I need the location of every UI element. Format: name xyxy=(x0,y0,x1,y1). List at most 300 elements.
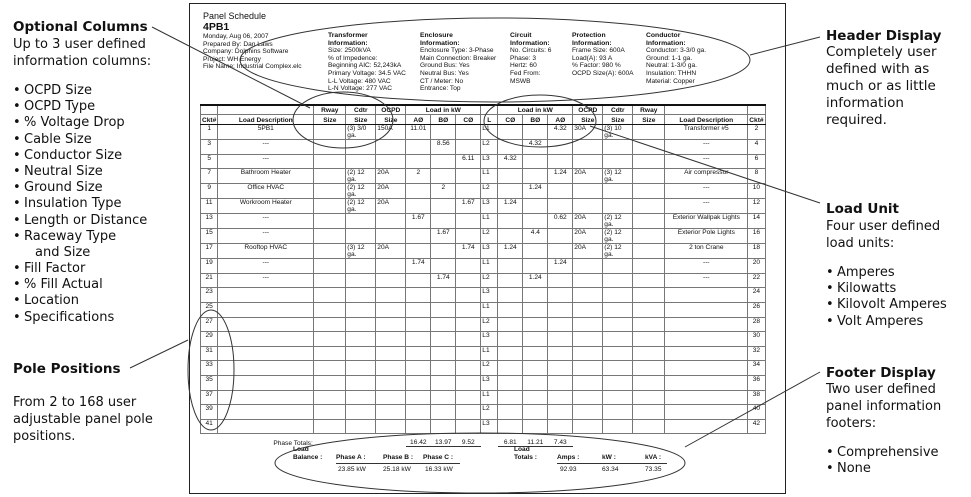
table-cell xyxy=(314,375,346,390)
table-cell xyxy=(498,125,523,140)
transformer-line: Beginning AIC: 52,243kA xyxy=(328,62,402,70)
circuit-number: 23 xyxy=(201,288,218,303)
table-cell xyxy=(633,419,665,434)
load-totals-label-line: Load xyxy=(514,446,530,453)
table-cell xyxy=(314,244,346,259)
table-cell: --- xyxy=(218,259,314,274)
table-cell xyxy=(633,288,665,303)
panel-name: 4PB1 xyxy=(203,21,230,33)
table-cell xyxy=(498,405,523,420)
table-cell xyxy=(456,288,481,303)
table-cell xyxy=(456,259,481,274)
table-cell: L1 xyxy=(481,259,498,274)
table-cell xyxy=(456,361,481,376)
column-header: Size xyxy=(603,115,633,125)
phase-c-value: 16.33 kW xyxy=(425,466,453,473)
table-cell: 20A xyxy=(376,199,406,214)
column-header: CØ xyxy=(498,115,523,125)
table-cell xyxy=(431,419,456,434)
table-cell xyxy=(633,169,665,184)
column-header: Size xyxy=(633,115,665,125)
transformer-line: Primary Voltage: 34.5 VAC xyxy=(328,69,406,77)
table-cell xyxy=(314,169,346,184)
table-cell xyxy=(376,361,406,376)
load-unit-item: • Amperes xyxy=(826,265,947,281)
phase-b-label: Phase B : xyxy=(383,454,414,461)
table-cell xyxy=(346,302,376,317)
transformer-line: % of Impedence: xyxy=(328,54,378,62)
table-cell xyxy=(548,346,573,361)
table-cell xyxy=(406,346,431,361)
table-cell xyxy=(603,405,633,420)
table-cell xyxy=(665,332,748,347)
header-spacer: OCPD xyxy=(376,105,406,115)
table-cell xyxy=(603,332,633,347)
table-cell xyxy=(523,169,548,184)
table-cell xyxy=(431,125,456,140)
table-cell xyxy=(665,405,748,420)
table-cell xyxy=(633,140,665,155)
table-cell: 20A xyxy=(376,169,406,184)
circuit-number: 5 xyxy=(201,154,218,169)
circuit-number: 25 xyxy=(201,302,218,317)
optional-columns-item: • % Voltage Drop xyxy=(13,115,147,131)
table-cell: 8.56 xyxy=(431,140,456,155)
circuit-line: Hertz: 60 xyxy=(510,62,537,70)
phase-total: 6.81 xyxy=(498,434,523,447)
protection-line: OCPD Size(A): 600A xyxy=(572,69,634,77)
table-cell: Exterior Pole Lights xyxy=(665,229,748,244)
column-header: Load Description xyxy=(218,115,314,125)
table-cell: 1.74 xyxy=(456,244,481,259)
table-cell xyxy=(603,199,633,214)
table-cell xyxy=(376,375,406,390)
circuit-number: 31 xyxy=(201,346,218,361)
column-header: Size xyxy=(376,115,406,125)
table-cell xyxy=(573,375,603,390)
table-cell xyxy=(218,332,314,347)
info-prepared-by: Prepared By: Dan Laws xyxy=(203,40,273,48)
table-cell xyxy=(633,332,665,347)
table-cell: 20A xyxy=(573,169,603,184)
circuit-title: Circuit xyxy=(510,32,532,39)
circuit-number: 15 xyxy=(201,229,218,244)
table-cell xyxy=(498,332,523,347)
conductor-line: Ground: 1-1 ga. xyxy=(646,54,693,62)
circuit-number: 40 xyxy=(748,405,765,420)
table-cell: (3) 12 ga. xyxy=(603,169,633,184)
table-cell xyxy=(376,273,406,288)
table-cell xyxy=(603,419,633,434)
circuit-number: 3 xyxy=(201,140,218,155)
kva-label: kVA : xyxy=(645,454,662,461)
table-cell xyxy=(633,214,665,229)
table-cell xyxy=(346,214,376,229)
table-cell xyxy=(218,288,314,303)
table-cell xyxy=(573,259,603,274)
load-in-kw-header: Load in kW xyxy=(406,105,481,115)
optional-columns-item: • Cable Size xyxy=(13,132,147,148)
table-row xyxy=(201,302,766,317)
table-cell: 1.67 xyxy=(406,214,431,229)
table-cell xyxy=(218,419,314,434)
table-cell: 2 ton Crane xyxy=(665,244,748,259)
table-cell xyxy=(406,154,431,169)
header-spacer: Cdtr xyxy=(603,105,633,115)
table-cell xyxy=(548,317,573,332)
table-cell: (2) 12 ga. xyxy=(346,184,376,199)
load-unit-item: • Kilowatts xyxy=(826,281,947,297)
table-cell: L2 xyxy=(481,273,498,288)
table-cell xyxy=(633,184,665,199)
table-cell xyxy=(498,259,523,274)
totals-spacer xyxy=(201,434,218,447)
table-cell xyxy=(431,199,456,214)
table-cell xyxy=(218,405,314,420)
table-cell xyxy=(523,214,548,229)
table-cell xyxy=(456,273,481,288)
header-display-desc-line: information xyxy=(826,95,904,111)
table-cell xyxy=(314,405,346,420)
load-balance-label-line: Balance : xyxy=(293,454,323,461)
table-cell: L1 xyxy=(481,125,498,140)
table-cell: 11.01 xyxy=(406,125,431,140)
footer-display-list xyxy=(826,445,939,477)
column-header: L xyxy=(481,115,498,125)
table-row xyxy=(201,332,766,347)
table-cell xyxy=(548,302,573,317)
column-header: Size xyxy=(346,115,376,125)
table-cell xyxy=(314,317,346,332)
footer-underline xyxy=(557,463,667,464)
enclosure-line: Entrance: Top xyxy=(420,85,461,93)
circuit-number: 28 xyxy=(748,317,765,332)
table-cell: 4.32 xyxy=(498,154,523,169)
circuit-number: 21 xyxy=(201,273,218,288)
table-cell xyxy=(314,199,346,214)
table-cell xyxy=(548,154,573,169)
table-cell: --- xyxy=(218,273,314,288)
table-cell xyxy=(548,184,573,199)
kva-value: 73.35 xyxy=(645,466,662,473)
table-cell xyxy=(406,405,431,420)
table-cell xyxy=(573,419,603,434)
table-cell xyxy=(523,259,548,274)
conductor-line: Conductor: 3-3/0 ga. xyxy=(646,47,707,55)
table-row xyxy=(201,361,766,376)
phase-totals-row xyxy=(201,434,766,447)
column-header: BØ xyxy=(431,115,456,125)
table-cell xyxy=(498,302,523,317)
table-cell xyxy=(523,317,548,332)
table-cell xyxy=(573,405,603,420)
totals-spacer xyxy=(665,434,748,447)
table-cell xyxy=(523,346,548,361)
circuit-number: 9 xyxy=(201,184,218,199)
table-cell: L2 xyxy=(481,184,498,199)
header-spacer xyxy=(481,105,498,115)
table-cell xyxy=(314,273,346,288)
table-cell: --- xyxy=(665,259,748,274)
table-cell xyxy=(431,214,456,229)
table-cell: 2 xyxy=(406,169,431,184)
circuit-line: No. Circuits: 6 xyxy=(510,47,552,55)
table-cell xyxy=(314,346,346,361)
enclosure-line: Enclosure Type: 3-Phase xyxy=(420,47,494,55)
table-cell xyxy=(548,288,573,303)
table-cell xyxy=(665,361,748,376)
table-cell xyxy=(218,361,314,376)
table-cell: Workroom Heater xyxy=(218,199,314,214)
table-cell xyxy=(376,259,406,274)
table-cell xyxy=(548,199,573,214)
circuit-number: 41 xyxy=(201,419,218,434)
column-header: AØ xyxy=(406,115,431,125)
table-row xyxy=(201,140,766,155)
table-cell: --- xyxy=(218,140,314,155)
table-cell xyxy=(406,199,431,214)
transformer-title: Transformer xyxy=(328,32,368,39)
load-unit-desc-line: load units: xyxy=(826,236,895,251)
table-cell xyxy=(573,199,603,214)
load-unit-item: • Kilovolt Amperes xyxy=(826,297,947,313)
table-cell xyxy=(346,375,376,390)
load-balance-label xyxy=(293,446,322,462)
table-cell xyxy=(603,361,633,376)
circuit-number: 6 xyxy=(748,154,765,169)
table-cell xyxy=(498,390,523,405)
table-cell xyxy=(376,332,406,347)
table-cell xyxy=(523,405,548,420)
phase-total: 11.21 xyxy=(523,434,548,447)
table-cell xyxy=(498,288,523,303)
info-file-name: File Name: Industrial Complex.elc xyxy=(203,63,302,71)
protection-title: Information: xyxy=(572,39,612,47)
table-cell xyxy=(633,154,665,169)
load-unit-title: Load Unit xyxy=(826,201,900,217)
enclosure-info xyxy=(420,32,496,93)
optional-columns-item: • Neutral Size xyxy=(13,164,147,180)
table-cell xyxy=(314,390,346,405)
optional-columns-item: • Raceway Type xyxy=(13,229,147,245)
table-cell xyxy=(314,229,346,244)
table-cell: Office HVAC xyxy=(218,184,314,199)
table-cell xyxy=(406,390,431,405)
circuit-number: 7 xyxy=(201,169,218,184)
table-cell: 1.24 xyxy=(523,273,548,288)
table-cell xyxy=(346,390,376,405)
circuit-line: MSWB xyxy=(510,77,531,85)
circuit-number: 42 xyxy=(748,419,765,434)
table-cell xyxy=(633,302,665,317)
table-cell xyxy=(456,390,481,405)
table-cell: L2 xyxy=(481,405,498,420)
table-row xyxy=(201,199,766,214)
header-display-desc-line: much or as little xyxy=(826,78,936,94)
table-cell: L3 xyxy=(481,288,498,303)
table-cell: L3 xyxy=(481,244,498,259)
table-cell xyxy=(633,405,665,420)
table-cell xyxy=(603,259,633,274)
optional-columns-item: • Insulation Type xyxy=(13,196,147,212)
amps-value: 92.93 xyxy=(560,466,577,473)
table-cell xyxy=(665,346,748,361)
table-cell xyxy=(573,154,603,169)
table-cell xyxy=(523,199,548,214)
table-row xyxy=(201,259,766,274)
header-spacer: Rway xyxy=(314,105,346,115)
kw-label: kW : xyxy=(602,454,616,461)
table-cell xyxy=(633,229,665,244)
header-spacer: Cdtr xyxy=(346,105,376,115)
column-header: CØ xyxy=(456,115,481,125)
table-cell xyxy=(573,273,603,288)
pole-positions-desc xyxy=(13,394,153,445)
table-cell xyxy=(346,405,376,420)
table-cell xyxy=(665,375,748,390)
circuit-title: Information: xyxy=(510,39,550,47)
footer-display-title: Footer Display xyxy=(826,365,936,381)
table-cell xyxy=(548,390,573,405)
table-cell: (3) 10 ga. xyxy=(603,125,633,140)
table-cell xyxy=(218,390,314,405)
table-cell xyxy=(498,361,523,376)
table-cell xyxy=(456,169,481,184)
table-cell xyxy=(314,419,346,434)
conductor-line: Material: Copper xyxy=(646,77,695,85)
table-cell: Transformer #5 xyxy=(665,125,748,140)
phase-c-label: Phase C : xyxy=(423,454,454,461)
protection-info xyxy=(572,32,634,78)
table-cell: (2) 12 ga. xyxy=(346,199,376,214)
header-display-desc-line: Completely user xyxy=(826,44,937,60)
table-cell xyxy=(548,229,573,244)
table-cell xyxy=(346,361,376,376)
table-cell xyxy=(376,214,406,229)
table-cell xyxy=(218,302,314,317)
table-cell xyxy=(603,273,633,288)
table-row xyxy=(201,214,766,229)
table-cell xyxy=(573,288,603,303)
column-header: BØ xyxy=(523,115,548,125)
table-cell: L1 xyxy=(481,169,498,184)
pole-positions-callout xyxy=(130,340,188,368)
table-row xyxy=(201,346,766,361)
header-spacer xyxy=(665,105,748,115)
circuit-number: 32 xyxy=(748,346,765,361)
table-row xyxy=(201,154,766,169)
circuit-number: 13 xyxy=(201,214,218,229)
table-cell xyxy=(603,375,633,390)
table-cell xyxy=(456,184,481,199)
optional-columns-desc xyxy=(13,36,151,70)
optional-columns-desc-line: information columns: xyxy=(13,54,152,69)
circuit-number: 22 xyxy=(748,273,765,288)
table-cell xyxy=(498,419,523,434)
table-cell: 1.67 xyxy=(431,229,456,244)
circuit-number: 30 xyxy=(748,332,765,347)
footer-display-desc-line: footers: xyxy=(826,416,877,431)
table-cell xyxy=(523,244,548,259)
info-date: Monday, Aug 06, 2007 xyxy=(203,33,269,40)
table-cell xyxy=(406,361,431,376)
table-cell: 20A xyxy=(573,244,603,259)
table-cell xyxy=(346,140,376,155)
table-cell xyxy=(633,273,665,288)
totals-spacer xyxy=(346,434,376,447)
pole-positions-title: Pole Positions xyxy=(13,361,121,377)
table-cell: L3 xyxy=(481,332,498,347)
column-header: Size xyxy=(314,115,346,125)
table-cell xyxy=(633,375,665,390)
footer-display-desc-line: panel information xyxy=(826,399,942,414)
optional-columns-item: • OCPD Size xyxy=(13,83,147,99)
table-cell xyxy=(314,288,346,303)
info-project: Project: WH Energy xyxy=(203,55,261,63)
table-cell xyxy=(406,244,431,259)
optional-columns-item: • Conductor Size xyxy=(13,148,147,164)
table-cell xyxy=(376,317,406,332)
table-cell xyxy=(548,140,573,155)
column-header: AØ xyxy=(548,115,573,125)
table-cell: --- xyxy=(665,273,748,288)
table-cell xyxy=(633,199,665,214)
transformer-title: Information: xyxy=(328,39,368,47)
circuit-info xyxy=(510,32,551,85)
table-row xyxy=(201,244,766,259)
table-cell: 2 xyxy=(431,184,456,199)
table-cell: (2) 12 ga. xyxy=(603,244,633,259)
circuit-number: 36 xyxy=(748,375,765,390)
optional-columns-item: • % Fill Actual xyxy=(13,277,147,293)
table-cell xyxy=(218,375,314,390)
table-cell xyxy=(498,214,523,229)
totals-spacer xyxy=(376,434,406,447)
table-cell xyxy=(548,273,573,288)
table-cell xyxy=(314,125,346,140)
table-row xyxy=(201,288,766,303)
table-cell xyxy=(603,346,633,361)
circuit-number: 4 xyxy=(748,140,765,155)
table-cell xyxy=(633,259,665,274)
table-row xyxy=(201,273,766,288)
table-cell xyxy=(573,332,603,347)
header-spacer: OCPD xyxy=(573,105,603,115)
table-cell xyxy=(548,405,573,420)
table-cell xyxy=(456,346,481,361)
table-cell xyxy=(406,288,431,303)
table-cell: (2) 12 ga. xyxy=(346,169,376,184)
table-cell xyxy=(523,375,548,390)
table-cell: L1 xyxy=(481,346,498,361)
sheet-title: Panel Schedule xyxy=(203,11,267,21)
footer-underline xyxy=(336,463,460,464)
load-totals-label-line: Totals : xyxy=(514,454,537,461)
header-display-desc xyxy=(826,44,937,129)
table-cell: --- xyxy=(665,154,748,169)
phase-total: Phase Totals: xyxy=(273,439,313,447)
table-cell xyxy=(431,390,456,405)
header-display-desc-line: defined with as xyxy=(826,61,930,77)
table-row xyxy=(201,390,766,405)
pole-positions-desc-line: From 2 to 168 user xyxy=(13,395,137,410)
table-cell: 1.67 xyxy=(456,199,481,214)
table-cell: (3) 12 ga. xyxy=(346,244,376,259)
panel-schedule-table xyxy=(200,104,766,447)
circuit-number: 24 xyxy=(748,288,765,303)
table-cell xyxy=(523,332,548,347)
table-cell: L2 xyxy=(481,361,498,376)
